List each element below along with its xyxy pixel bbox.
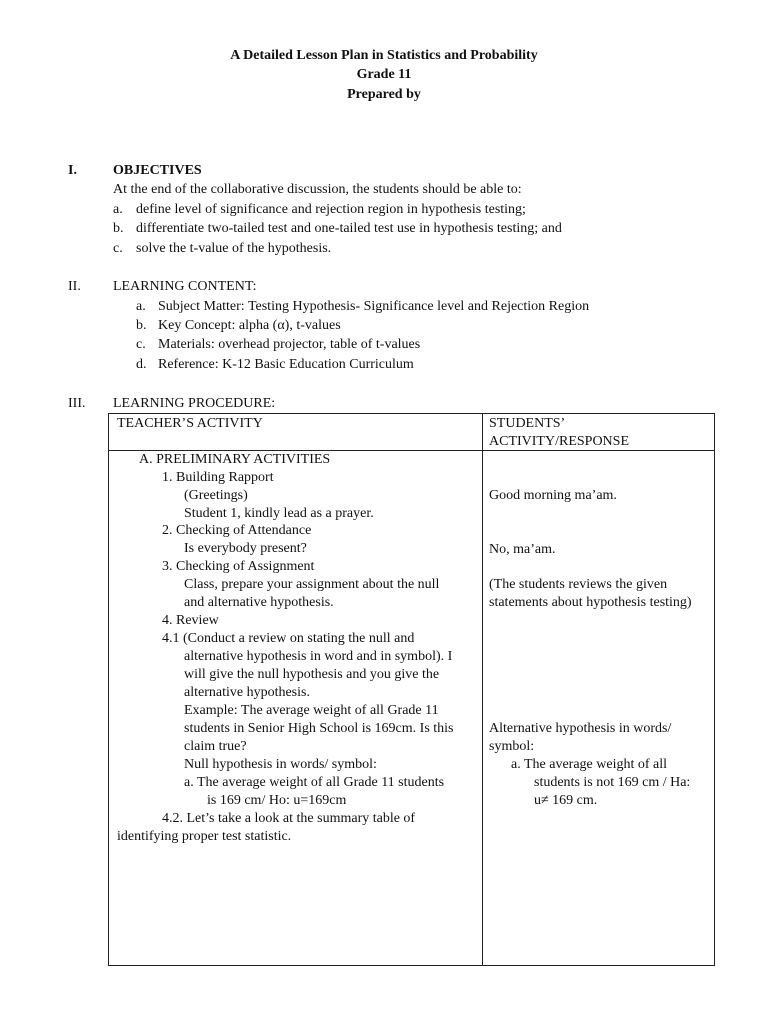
teacher-line: and alternative hypothesis. — [184, 595, 334, 610]
student-response-line: symbol: — [489, 739, 535, 754]
content-text: Materials: overhead projector, table of t-values — [158, 337, 421, 352]
objective-text: differentiate two-tailed test and one-tailed test use in hypothesis testing; and — [136, 221, 562, 236]
teacher-line: Class, prepare your assignment about the null — [184, 577, 440, 592]
student-response-line: u≠ 169 cm. — [534, 793, 598, 808]
content-text: Key Concept: alpha (α), t-values — [158, 318, 341, 333]
content-marker: a. — [136, 299, 146, 314]
section-numeral-procedure: III. — [68, 396, 86, 411]
student-response-line: No, ma’am. — [489, 542, 556, 557]
teacher-line: a. The average weight of all Grade 11 students — [184, 775, 445, 790]
content-text: Reference: K-12 Basic Education Curriculum — [158, 357, 414, 372]
teacher-line: 3. Checking of Assignment — [162, 559, 315, 574]
student-response-line: Good morning ma’am. — [489, 488, 617, 503]
teacher-line: 1. Building Rapport — [162, 470, 274, 485]
teacher-line: is 169 cm/ Ho: u=169cm — [207, 793, 347, 808]
teacher-line: claim true? — [184, 739, 247, 754]
objective-marker: b. — [113, 221, 124, 236]
content-text: Subject Matter: Testing Hypothesis- Significance level and Rejection Region — [158, 299, 590, 314]
teacher-line: A. PRELIMINARY ACTIVITIES — [139, 452, 331, 467]
teacher-line: identifying proper test statistic. — [117, 829, 292, 844]
section-numeral-objectives: I. — [68, 163, 77, 178]
objectives-intro: At the end of the collaborative discussion, the students should be able to: — [113, 182, 522, 197]
section-heading-procedure: LEARNING PROCEDURE: — [113, 396, 276, 411]
teacher-line: Example: The average weight of all Grade 11 — [184, 703, 439, 718]
objective-text: solve the t-value of the hypothesis. — [136, 241, 332, 256]
teacher-column-header: TEACHER’S ACTIVITY — [117, 416, 263, 431]
objective-marker: c. — [113, 241, 123, 256]
document-grade: Grade 11 — [356, 67, 412, 82]
teacher-line: (Greetings) — [184, 488, 248, 503]
teacher-line: alternative hypothesis in word and in symbol). I — [184, 649, 453, 664]
content-marker: b. — [136, 318, 147, 333]
student-response-line: (The students reviews the given — [489, 577, 668, 592]
teacher-line: alternative hypothesis. — [184, 685, 310, 700]
teacher-line: 4.1 (Conduct a review on stating the null and — [162, 631, 415, 646]
student-response-line: a. The average weight of all — [511, 757, 668, 772]
student-response-line: statements about hypothesis testing) — [489, 595, 692, 610]
section-numeral-content: II. — [68, 279, 81, 294]
content-marker: c. — [136, 337, 146, 352]
student-column-header-line1: STUDENTS’ — [489, 416, 566, 431]
cropped-author-text: Prepared by — [347, 87, 421, 102]
document-title: A Detailed Lesson Plan in Statistics and Probability — [230, 48, 538, 63]
procedure-table — [108, 413, 715, 966]
content-marker: d. — [136, 357, 147, 372]
section-heading-content: LEARNING CONTENT: — [113, 279, 257, 294]
objective-text: define level of significance and rejection region in hypothesis testing; — [136, 202, 526, 217]
section-heading-objectives: OBJECTIVES — [113, 163, 202, 178]
teacher-line: 2. Checking of Attendance — [162, 523, 312, 538]
teacher-line: students in Senior High School is 169cm. Is this — [184, 721, 454, 736]
cropped-author-line — [0, 87, 768, 102]
objective-marker: a. — [113, 202, 123, 217]
student-response-line: Alternative hypothesis in words/ — [489, 721, 672, 736]
teacher-line: 4. Review — [162, 613, 219, 628]
teacher-line: 4.2. Let’s take a look at the summary table of — [162, 811, 416, 826]
student-column-header-line2: ACTIVITY/RESPONSE — [489, 434, 630, 449]
teacher-line: Is everybody present? — [184, 541, 307, 556]
teacher-line: will give the null hypothesis and you give the — [184, 667, 440, 682]
student-response-line: students is not 169 cm / Ha: — [534, 775, 691, 790]
teacher-line: Null hypothesis in words/ symbol: — [184, 757, 377, 772]
teacher-line: Student 1, kindly lead as a prayer. — [184, 506, 374, 521]
table-column-divider — [482, 414, 483, 965]
